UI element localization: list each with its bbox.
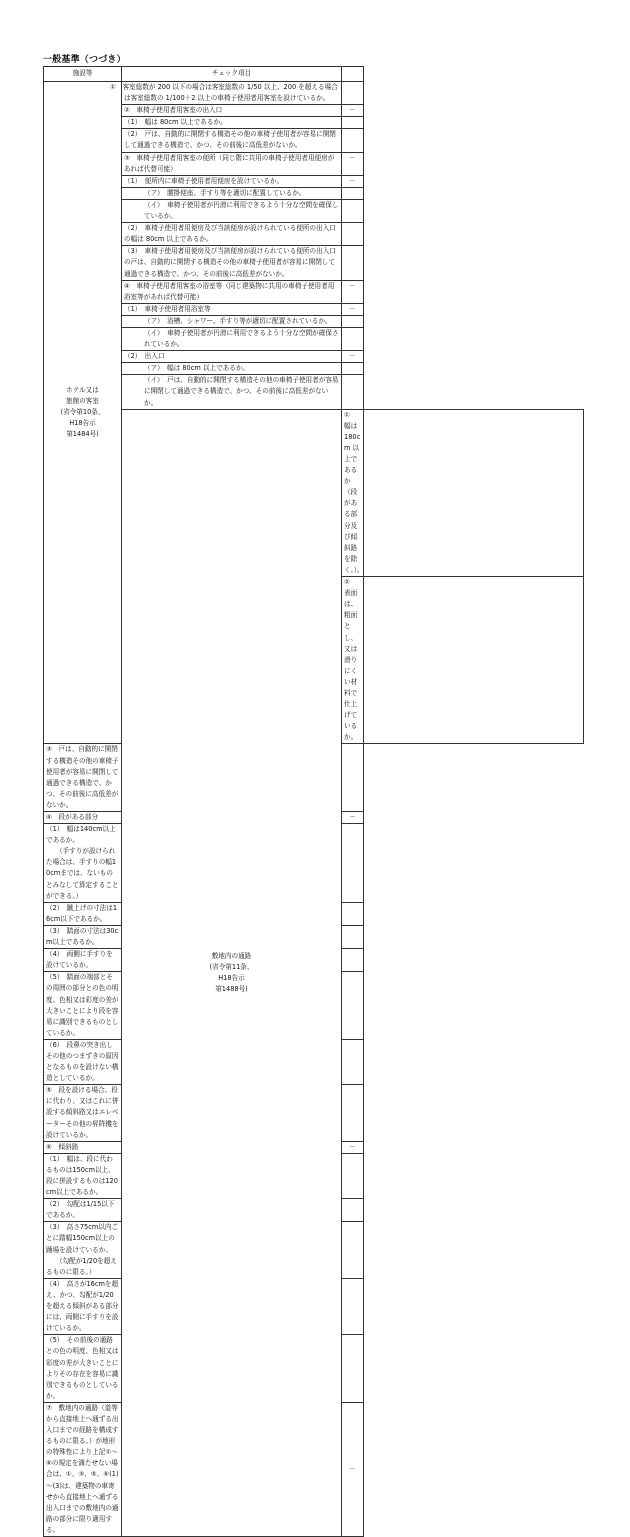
result-cell[interactable] [342, 117, 364, 129]
result-cell[interactable] [342, 327, 364, 350]
result-cell[interactable] [342, 223, 364, 246]
result-cell[interactable] [342, 824, 364, 903]
check-subitem: （4） 両側に手すりを設けているか。 [44, 949, 122, 972]
check-subitem: （3） 踏面の寸法は30cm以上であるか。 [44, 925, 122, 948]
check-item: ② 車椅子使用者用客室の出入口 [122, 105, 342, 117]
result-cell[interactable] [342, 1085, 364, 1141]
header-result [342, 67, 364, 82]
check-subitem: （1） 車椅子使用者用浴室等 [122, 303, 342, 315]
check-item: ④ 車椅子使用者用客室の浴室等（同じ建築物に共用の車椅子使用者用浴室等があれば代替可能） [122, 280, 342, 303]
facility-line: 第1488号) [215, 984, 248, 993]
subitem-note: （勾配が1/20を超えるものに限る。） [46, 1256, 117, 1276]
result-dash: － [342, 303, 364, 315]
result-dash: － [342, 105, 364, 117]
facility-line: (省令第10条、 [60, 408, 105, 417]
result-cell[interactable] [364, 577, 584, 744]
check-item: ⑥ 傾斜路 [44, 1141, 122, 1153]
header-facility: 施設等 [44, 67, 122, 82]
facility-line: (省令第11条、 [209, 962, 254, 971]
check-subitem: （5） その前後の通路との色の明度、色相又は彩度の差が大きいことによりその存在を容易に識別できるものとしているか。 [44, 1335, 122, 1403]
facility-line: ホテル又は [66, 386, 99, 395]
result-dash: － [342, 175, 364, 187]
check-subitem: （2） 車椅子使用者用便房及び当該便房が設けられている便所の出入口の幅は 80cm 以上であるか。 [122, 223, 342, 246]
check-subsubitem: （ア） 幅は 80cm 以上であるか。 [122, 363, 342, 375]
check-subitem: （2） 戸は、自動的に開閉する構造その他の車椅子使用者が容易に開閉して通過できる構造で、かつ、その前後に高低差がないか。 [122, 129, 342, 152]
result-cell[interactable] [342, 1199, 364, 1222]
result-dash: － [342, 812, 364, 824]
check-item: ① 幅は 180cm 以上であるか（段がある部分及び傾斜路を除く。）。 [342, 409, 364, 576]
check-item: ⑦ 敷地内の通路（道等から直接地上へ通ずる出入口までの経路を構成するものに限る。）が地形の特殊性により上記①～⑥の規定を満たせない場合は、①、③、⑤、⑥(1)～(3)は、建築物の車寄せから直接地上へ通ずる出入口までの敷地内の通路の部分に限り適用する。 [44, 1402, 122, 1536]
result-cell[interactable] [342, 375, 364, 409]
check-subitem: （1） 幅は 80cm 以上であるか。 [122, 117, 342, 129]
check-subsubitem: （ア） 浴槽、シャワー、手すり等が適切に配置されているか。 [122, 315, 342, 327]
subitem-note: （手すりが設けられた場合は、手すりの幅10cmまでは、ないものとみなして算定することができる。） [46, 847, 119, 900]
facility-line: H18告示 [69, 419, 96, 428]
header-check-items: チェック項目 [122, 67, 342, 82]
result-dash: － [342, 1141, 364, 1153]
facility-hotel [44, 82, 122, 744]
result-cell[interactable] [342, 949, 364, 972]
check-item: ② 表面は、粗面とし、又は滑りにくい材料で仕上げているか。 [342, 577, 364, 744]
check-subsubitem: （イ） 車椅子使用者が円滑に利用できるよう十分な空間が確保されているか。 [122, 327, 342, 350]
check-subitem: （1） 便所内に車椅子使用者用便房を設けているか。 [122, 175, 342, 187]
subitem-text: （1） 幅は140cm以上であるか。 [46, 825, 116, 845]
result-cell[interactable] [342, 1278, 364, 1334]
check-subsubitem: （イ） 戸は、自動的に開閉する構造その他の車椅子使用者が容易に開閉して通過できる構造で、かつ、その前後に高低差がないか。 [122, 375, 342, 409]
result-cell[interactable] [342, 744, 364, 812]
result-cell[interactable] [342, 129, 364, 152]
facility-line: H18告示 [218, 973, 245, 982]
facility-line: 第1484号) [66, 430, 99, 439]
result-cell[interactable] [342, 246, 364, 280]
check-item: ⑤ 段を設ける場合、段に代わり、又はこれに併設する傾斜路又はエレベーターその他の昇降機を設けているか。 [44, 1085, 122, 1141]
result-cell[interactable] [342, 187, 364, 199]
checklist-table [43, 66, 584, 1537]
check-subitem [44, 1222, 122, 1278]
check-item: ① 客室総数が 200 以下の場合は客室総数の 1/50 以上、200 を超える場合は客室総数の 1/100＋2 以上の車椅子使用者用客室を設けているか。 [122, 82, 342, 105]
check-subsubitem: （ア） 腰掛便座、手すり等を適切に配置しているか。 [122, 187, 342, 199]
result-cell[interactable] [342, 925, 364, 948]
check-item: ③ 車椅子使用者用客室の便所（同じ階に共用の車椅子使用者用便房があれば代替可能） [122, 152, 342, 175]
result-cell[interactable] [342, 1335, 364, 1403]
header-row [44, 67, 584, 82]
result-cell[interactable] [342, 902, 364, 925]
check-subitem: （2） 勾配は1/15以下であるか。 [44, 1199, 122, 1222]
result-cell[interactable] [342, 363, 364, 375]
check-subitem: （2） 出入口 [122, 351, 342, 363]
result-cell[interactable] [342, 315, 364, 327]
result-cell[interactable] [342, 199, 364, 222]
check-item: ③ 戸は、自動的に開閉する構造その他の車椅子使用者が容易に開閉して通過できる構造で、かつ、その前後に高低差がないか。 [44, 744, 122, 812]
facility-site-path [122, 409, 342, 1536]
result-cell[interactable] [364, 409, 584, 576]
check-subitem: （4） 高さが16cmを超え、かつ、勾配が1/20を超える傾斜がある部分には、両側に手すりを設けているか。 [44, 1278, 122, 1334]
result-dash: － [342, 152, 364, 175]
check-subitem: （3） 車椅子使用者用便房及び当該便房が設けられている便所の出入口の戸は、自動的に開閉する構造その他の車椅子使用者が容易に開閉して通過できる構造で、かつ、その前後に高低差がないか。 [122, 246, 342, 280]
check-subsubitem: （イ） 車椅子使用者が円滑に利用できるよう十分な空間を確保しているか。 [122, 199, 342, 222]
subitem-text: （3） 高さ75cm以内ごとに踏幅150cm以上の踊場を設けているか。 [46, 1223, 119, 1254]
result-cell[interactable] [342, 1222, 364, 1278]
result-cell[interactable] [342, 1039, 364, 1084]
check-subitem [44, 824, 122, 903]
check-subitem: （2） 蹴上げの寸法は16cm以下であるか。 [44, 902, 122, 925]
facility-line: 敷地内の通路 [211, 951, 252, 960]
check-item: ④ 段がある部分 [44, 812, 122, 824]
section-heading: 一般基準（つづき） [43, 55, 126, 65]
table-row [44, 82, 584, 105]
check-subitem: （5） 踏面の端部とその周囲の部分との色の明度、色相又は彩度の差が大きいことにより段を容易に識別できるものとしているか。 [44, 972, 122, 1040]
facility-line: 旅館の客室 [66, 397, 99, 406]
result-cell[interactable] [342, 1153, 364, 1198]
result-cell[interactable] [342, 82, 364, 105]
result-dash: － [342, 280, 364, 303]
check-subitem: （1） 幅は、段に代わるものは150cm以上、段に併設するものは120cm以上であるか。 [44, 1153, 122, 1198]
result-cell[interactable] [342, 972, 364, 1040]
check-subitem: （6） 段鼻の突き出しその他のつまずきの原因となるものを設けない構造としているか。 [44, 1039, 122, 1084]
result-dash: － [342, 351, 364, 363]
result-dash: － [342, 1402, 364, 1536]
